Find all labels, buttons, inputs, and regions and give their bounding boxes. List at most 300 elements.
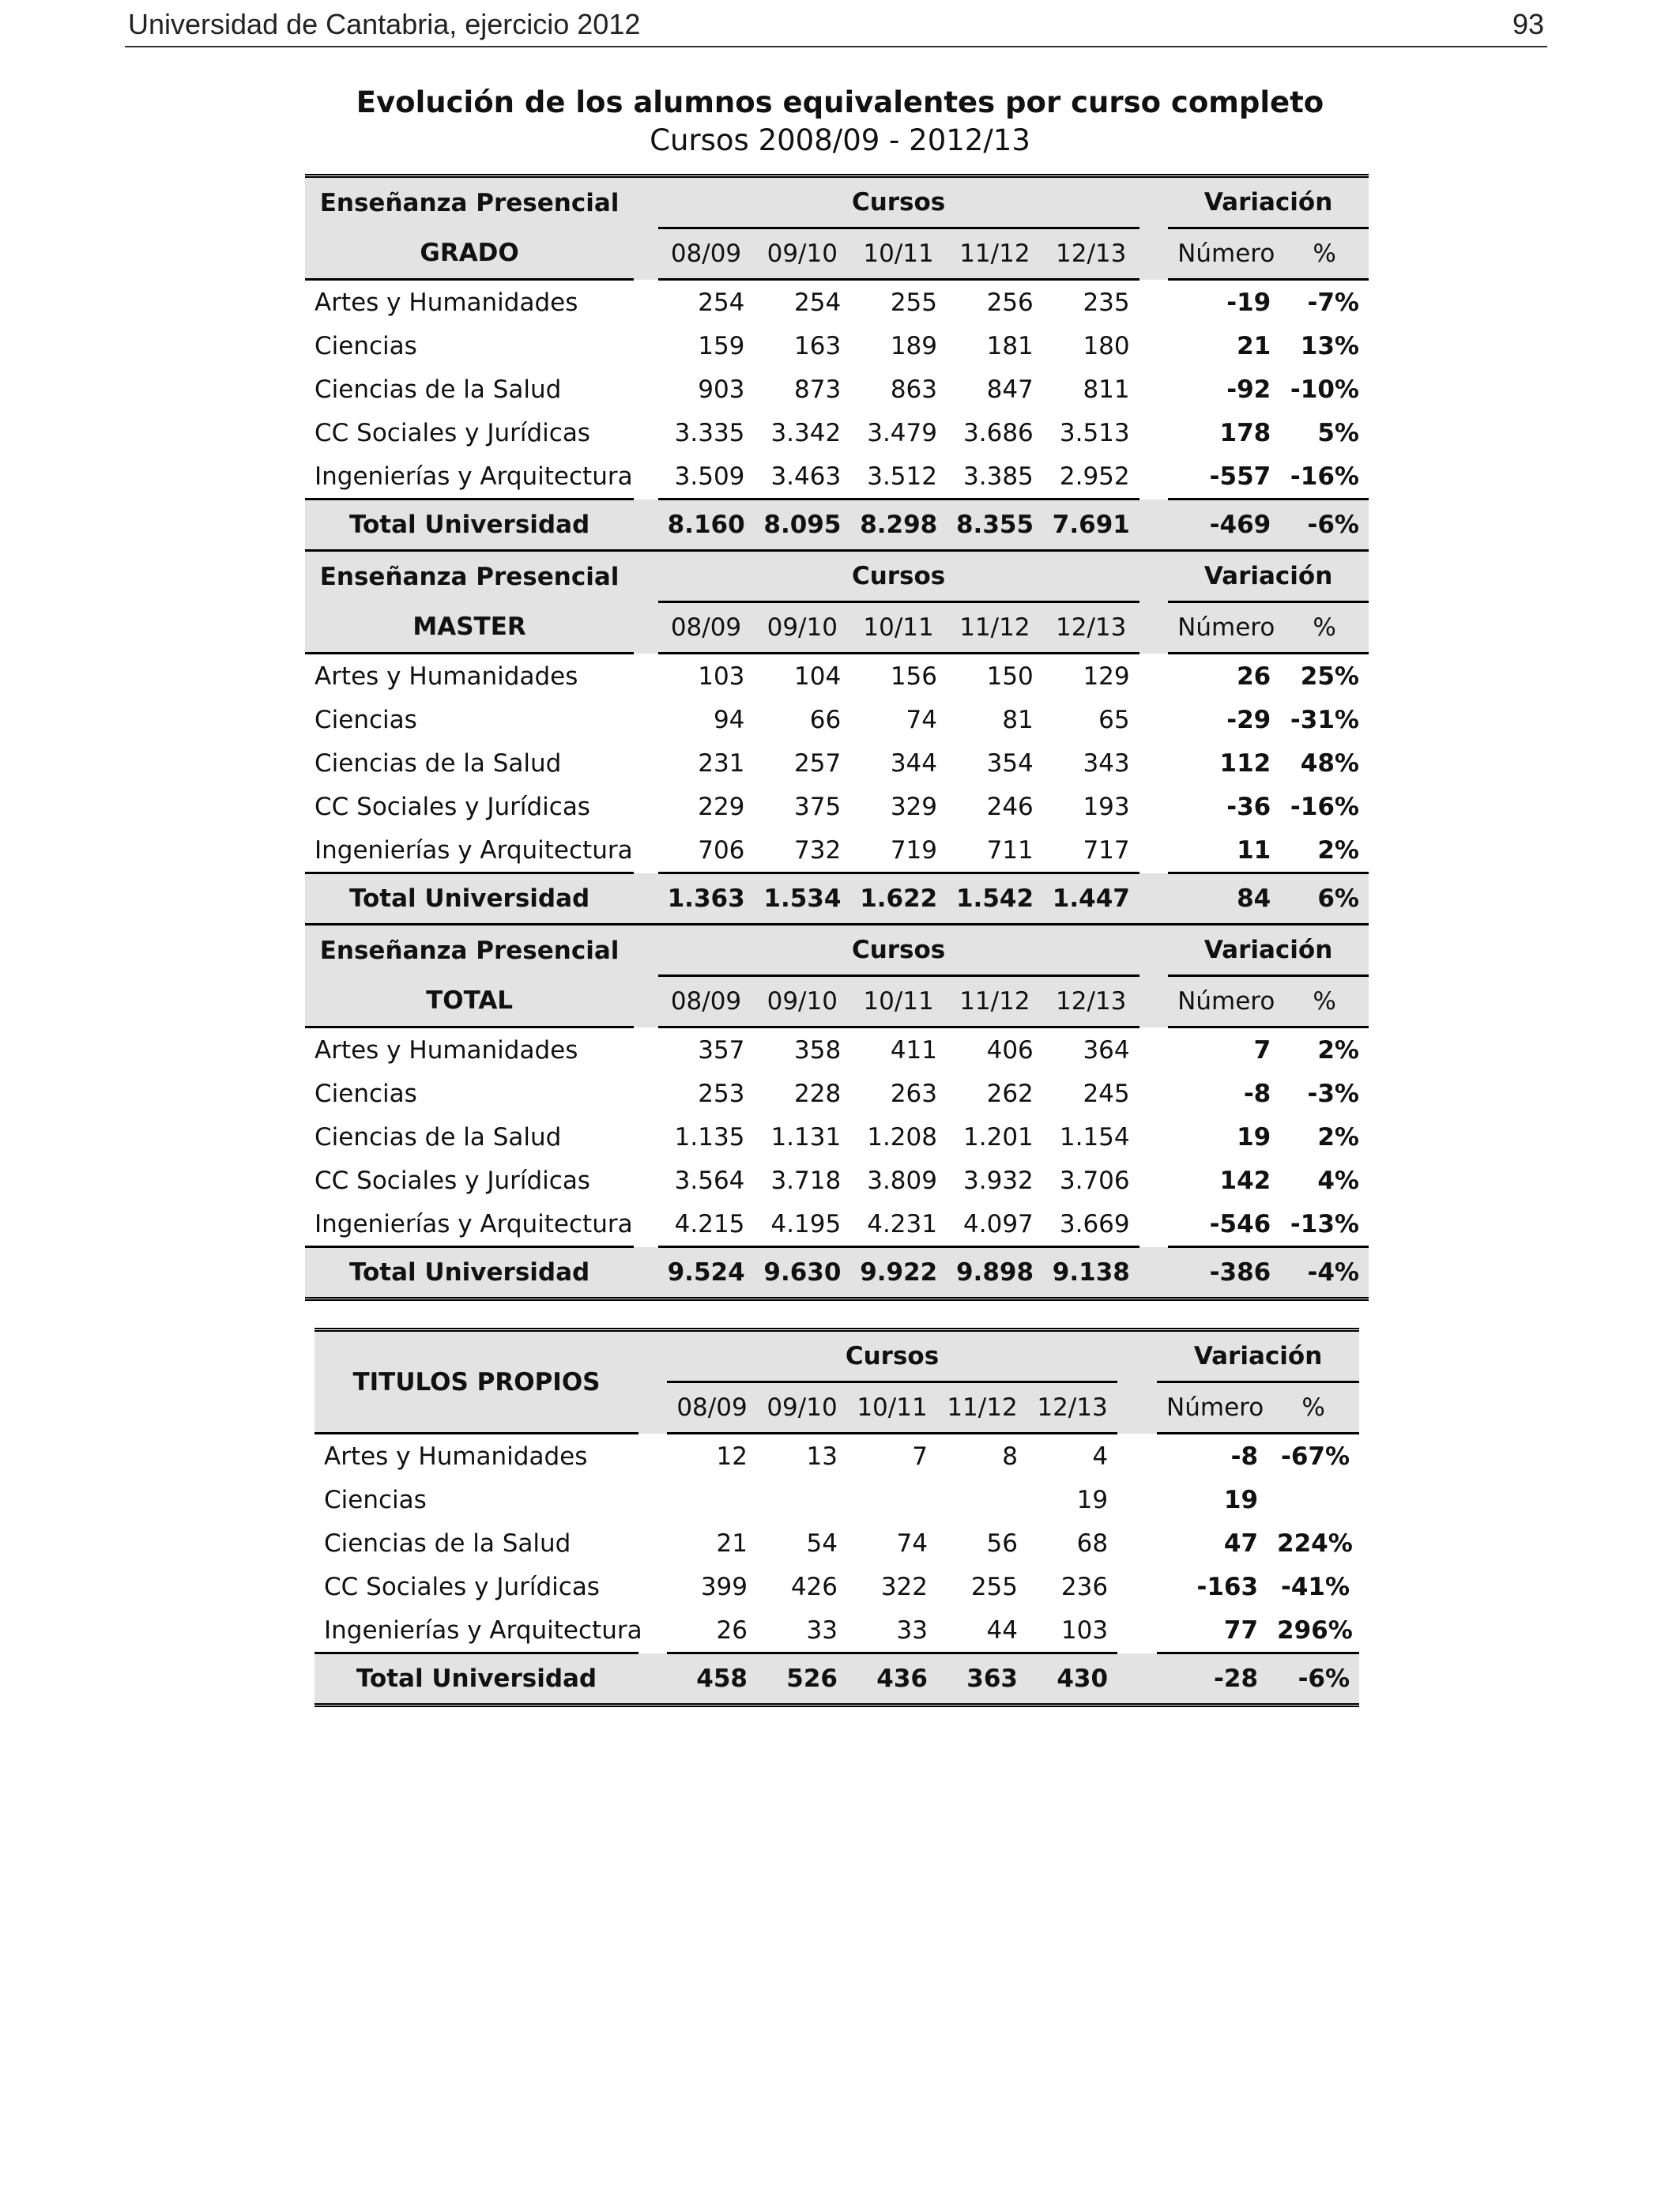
total-variation-pct: 6% <box>1280 873 1369 925</box>
header-cursos: Cursos <box>658 176 1139 228</box>
value-cell: 104 <box>794 662 842 691</box>
table-row <box>305 411 1369 454</box>
header-variacion: Variación <box>1157 1330 1359 1382</box>
variation-pct: -67% <box>1280 1442 1350 1471</box>
variation-number: -36 <box>1226 792 1271 821</box>
value-cell: 1.154 <box>1059 1122 1130 1152</box>
value-cell: 254 <box>794 288 842 317</box>
header-ensenanza: Enseñanza Presencial <box>305 551 634 602</box>
variation-number: 7 <box>1253 1035 1271 1065</box>
spacer <box>634 828 657 873</box>
value-cell: 159 <box>698 331 745 360</box>
value-cell: 343 <box>1083 748 1130 778</box>
value-cell: 33 <box>757 1608 847 1653</box>
header-variacion: Variación <box>1168 925 1369 976</box>
row-label: Artes y Humanidades <box>315 662 578 691</box>
value-cell: 257 <box>794 748 842 778</box>
header-row <box>305 228 1369 280</box>
total-value: 7.691 <box>1043 499 1139 551</box>
spacer <box>634 925 657 976</box>
total-variation-pct: -4% <box>1280 1247 1369 1299</box>
spacer <box>1117 1434 1157 1479</box>
header-row <box>305 602 1369 654</box>
header-year: 11/12 <box>937 1382 1027 1434</box>
table-row <box>315 1434 1359 1479</box>
table-row <box>305 741 1369 785</box>
spacer <box>634 1027 657 1072</box>
header-cursos: Cursos <box>658 551 1139 602</box>
value-cell: 193 <box>1083 792 1130 821</box>
spacer <box>1139 1115 1169 1159</box>
value-cell: 3.706 <box>1059 1166 1130 1195</box>
row-label: Ciencias <box>315 1079 417 1108</box>
value-cell: 74 <box>906 705 937 734</box>
header-row <box>305 976 1369 1027</box>
value-cell: 8 <box>1002 1442 1018 1471</box>
value-cell: 364 <box>1083 1035 1130 1065</box>
row-label: Ciencias de la Salud <box>315 748 562 778</box>
variation-number: -557 <box>1168 454 1280 499</box>
header-numero: Número <box>1168 228 1280 280</box>
spacer <box>638 1653 667 1706</box>
header-year: 09/10 <box>754 976 850 1027</box>
header-year: 10/11 <box>847 1382 937 1434</box>
spacer <box>634 873 657 925</box>
total-value: 8.298 <box>850 499 947 551</box>
value-cell: 3.385 <box>947 454 1043 499</box>
value-cell: 156 <box>890 662 937 691</box>
value-cell: 3.809 <box>867 1166 937 1195</box>
row-label: Ciencias de la Salud <box>324 1529 571 1558</box>
header-year: 08/09 <box>658 602 755 654</box>
variation-number: 11 <box>1168 828 1280 873</box>
spacer <box>1139 785 1169 828</box>
variation-pct: -10% <box>1290 375 1359 404</box>
page-header <box>125 6 1547 47</box>
value-cell: 246 <box>986 792 1034 821</box>
value-cell: 245 <box>1083 1079 1130 1108</box>
value-cell: 3.463 <box>754 454 850 499</box>
header-section-name: MASTER <box>305 602 634 654</box>
spacer <box>1139 411 1169 454</box>
value-cell: 129 <box>1083 662 1130 691</box>
value-cell: 236 <box>1060 1572 1109 1601</box>
value-cell: 19 <box>1076 1485 1109 1514</box>
spacer <box>634 280 657 325</box>
spacer <box>1139 1247 1169 1299</box>
variation-number: 142 <box>1219 1166 1271 1195</box>
value-cell: 262 <box>986 1079 1034 1108</box>
variation-pct: 2% <box>1280 828 1369 873</box>
table-row <box>305 454 1369 499</box>
total-row <box>315 1653 1359 1706</box>
header-year: 12/13 <box>1027 1382 1117 1434</box>
total-variation-number: 84 <box>1168 873 1280 925</box>
variation-number: 19 <box>1223 1485 1259 1514</box>
variation-pct: 13% <box>1300 331 1359 360</box>
header-year: 10/11 <box>850 602 947 654</box>
value-cell: 56 <box>986 1529 1018 1558</box>
variation-pct: 25% <box>1300 662 1359 691</box>
table-row <box>305 828 1369 873</box>
total-value: 8.095 <box>754 499 850 551</box>
value-cell: 181 <box>986 331 1034 360</box>
variation-number: -546 <box>1168 1202 1280 1247</box>
header-pct: % <box>1268 1382 1359 1434</box>
variation-pct: 2% <box>1317 1122 1359 1152</box>
spacer <box>1117 1521 1157 1565</box>
spacer <box>1139 454 1169 499</box>
variation-number: 26 <box>1237 662 1271 691</box>
spacer <box>638 1330 667 1382</box>
value-cell: 3.509 <box>658 454 755 499</box>
spacer <box>634 741 657 785</box>
total-label: Total Universidad <box>305 1247 634 1299</box>
spacer <box>634 698 657 741</box>
spacer <box>634 324 657 368</box>
header-pct: % <box>1280 228 1369 280</box>
value-cell: 322 <box>880 1572 928 1601</box>
table-row <box>305 1202 1369 1247</box>
row-label: CC Sociales y Jurídicas <box>315 1166 590 1195</box>
value-cell: 3.718 <box>770 1166 842 1195</box>
table-row <box>305 1115 1369 1159</box>
header-year: 11/12 <box>947 228 1043 280</box>
titulos-propios-table <box>315 1328 1359 1707</box>
spacer <box>1117 1478 1157 1521</box>
row-label: Ciencias <box>324 1485 427 1514</box>
table-row <box>315 1521 1359 1565</box>
value-cell: 4.231 <box>850 1202 947 1247</box>
header-ensenanza: Enseñanza Presencial <box>305 925 634 976</box>
total-value: 1.542 <box>947 873 1043 925</box>
row-label: CC Sociales y Jurídicas <box>315 418 590 447</box>
row-label: Ciencias <box>315 331 417 360</box>
value-cell: 1.135 <box>674 1122 745 1152</box>
total-value: 8.355 <box>947 499 1043 551</box>
value-cell: 3.335 <box>674 418 745 447</box>
spacer <box>1139 324 1169 368</box>
header-numero: Número <box>1168 602 1280 654</box>
spacer <box>1139 976 1169 1027</box>
value-cell: 1.208 <box>867 1122 937 1152</box>
header-variacion: Variación <box>1168 176 1369 228</box>
value-cell: 706 <box>658 828 755 873</box>
spacer <box>1139 499 1169 551</box>
value-cell: 65 <box>1098 705 1130 734</box>
variation-pct: -16% <box>1290 792 1359 821</box>
header-year: 12/13 <box>1043 976 1139 1027</box>
row-label: Artes y Humanidades <box>324 1442 588 1471</box>
value-cell: 26 <box>667 1608 757 1653</box>
value-cell: 426 <box>790 1572 838 1601</box>
variation-pct: -7% <box>1307 288 1359 317</box>
spacer <box>1139 176 1169 228</box>
row-label: Ciencias de la Salud <box>315 375 562 404</box>
header-year: 11/12 <box>947 976 1043 1027</box>
value-cell: 732 <box>754 828 850 873</box>
variation-number: 47 <box>1223 1529 1259 1558</box>
header-year: 10/11 <box>850 228 947 280</box>
variation-number: 19 <box>1237 1122 1271 1152</box>
spacer <box>1117 1382 1157 1434</box>
value-cell: 1.131 <box>770 1122 842 1152</box>
value-cell: 180 <box>1083 331 1130 360</box>
table-row <box>315 1608 1359 1653</box>
variation-pct: 2% <box>1317 1035 1359 1065</box>
header-numero: Número <box>1157 1382 1268 1434</box>
value-cell: 719 <box>850 828 947 873</box>
value-cell: 256 <box>986 288 1034 317</box>
total-variation-pct: -6% <box>1268 1653 1359 1706</box>
table-row <box>305 324 1369 368</box>
table-row <box>305 280 1369 325</box>
value-cell: 903 <box>698 375 745 404</box>
spacer <box>634 1247 657 1299</box>
total-variation-number: -386 <box>1168 1247 1280 1299</box>
value-cell: 4.195 <box>754 1202 850 1247</box>
header-row <box>305 925 1369 976</box>
spacer <box>638 1608 667 1653</box>
variation-pct <box>1268 1478 1359 1521</box>
value-cell: 3.342 <box>770 418 842 447</box>
total-value: 1.447 <box>1043 873 1139 925</box>
value-cell: 4.215 <box>658 1202 755 1247</box>
spacer <box>1139 280 1169 325</box>
value-cell: 358 <box>794 1035 842 1065</box>
total-value: 1.363 <box>658 873 755 925</box>
header-year: 08/09 <box>658 228 755 280</box>
spacer <box>634 1072 657 1115</box>
table-row <box>315 1565 1359 1608</box>
variation-number: 77 <box>1157 1608 1268 1653</box>
total-label: Total Universidad <box>315 1653 638 1706</box>
header-year: 10/11 <box>850 976 947 1027</box>
header-year: 08/09 <box>667 1382 757 1434</box>
value-cell: 847 <box>986 375 1034 404</box>
total-value: 526 <box>757 1653 847 1706</box>
total-row <box>305 1247 1369 1299</box>
total-value: 9.898 <box>947 1247 1043 1299</box>
spacer <box>638 1521 667 1565</box>
value-cell: 54 <box>806 1529 838 1558</box>
spacer <box>1139 741 1169 785</box>
variation-pct: -41% <box>1280 1572 1350 1601</box>
value-cell: 3.564 <box>674 1166 745 1195</box>
row-label: Ingenierías y Arquitectura <box>305 1202 634 1247</box>
spacer <box>1139 698 1169 741</box>
value-cell: 189 <box>890 331 937 360</box>
header-title: Universidad de Cantabria, ejercicio 2012 <box>128 8 641 40</box>
header-year: 12/13 <box>1043 228 1139 280</box>
header-year: 09/10 <box>754 228 850 280</box>
value-cell: 4.097 <box>947 1202 1043 1247</box>
row-label: Ciencias de la Salud <box>315 1122 562 1152</box>
spacer <box>634 1115 657 1159</box>
value-cell: 711 <box>947 828 1043 873</box>
spacer <box>1139 925 1169 976</box>
row-label: Ingenierías y Arquitectura <box>305 828 634 873</box>
value-cell: 44 <box>937 1608 1027 1653</box>
value-cell: 3.512 <box>850 454 947 499</box>
header-pct: % <box>1280 602 1369 654</box>
spacer <box>1139 228 1169 280</box>
variation-pct: 296% <box>1268 1608 1359 1653</box>
header-section-name: TITULOS PROPIOS <box>315 1330 638 1434</box>
value-cell: 228 <box>794 1079 842 1108</box>
header-year: 11/12 <box>947 602 1043 654</box>
value-cell: 1.201 <box>963 1122 1034 1152</box>
header-row <box>305 176 1369 228</box>
value-cell: 66 <box>809 705 842 734</box>
header-row <box>305 551 1369 602</box>
value-cell: 411 <box>890 1035 937 1065</box>
spacer <box>1139 1202 1169 1247</box>
total-value: 436 <box>847 1653 937 1706</box>
total-value: 9.524 <box>658 1247 755 1299</box>
value-cell: 863 <box>890 375 937 404</box>
value-cell: 357 <box>698 1035 745 1065</box>
variation-pct: -3% <box>1307 1079 1359 1108</box>
spacer <box>638 1565 667 1608</box>
document-subtitle: Cursos 2008/09 - 2012/13 <box>650 123 1030 157</box>
table-row <box>305 368 1369 411</box>
total-value: 9.630 <box>754 1247 850 1299</box>
total-variation-number: -28 <box>1157 1653 1268 1706</box>
variation-number: -29 <box>1226 705 1271 734</box>
variation-pct: -31% <box>1290 705 1359 734</box>
total-value: 363 <box>937 1653 1027 1706</box>
value-cell: 406 <box>986 1035 1034 1065</box>
total-value: 8.160 <box>658 499 755 551</box>
total-value: 9.922 <box>850 1247 947 1299</box>
variation-number: 112 <box>1219 748 1271 778</box>
header-section-name: GRADO <box>305 228 634 280</box>
table-row <box>305 785 1369 828</box>
spacer <box>1139 602 1169 654</box>
document-title: Evolución de los alumnos equivalentes por curso completo <box>356 85 1324 119</box>
spacer <box>1139 1027 1169 1072</box>
value-cell: 255 <box>970 1572 1018 1601</box>
value-cell: 354 <box>986 748 1034 778</box>
value-cell: 103 <box>698 662 745 691</box>
value-cell: 2.952 <box>1043 454 1139 499</box>
table-row <box>305 1027 1369 1072</box>
variation-pct: -13% <box>1280 1202 1369 1247</box>
header-year: 08/09 <box>658 976 755 1027</box>
value-cell: 81 <box>1002 705 1034 734</box>
value-cell: 33 <box>847 1608 937 1653</box>
header-ensenanza: Enseñanza Presencial <box>305 176 634 228</box>
table-row <box>305 698 1369 741</box>
table-row <box>305 1159 1369 1202</box>
spacer <box>1139 551 1169 602</box>
row-label: Artes y Humanidades <box>315 288 578 317</box>
row-label: Ingenierías y Arquitectura <box>305 454 634 499</box>
row-label: CC Sociales y Jurídicas <box>324 1572 600 1601</box>
value-cell: 12 <box>716 1442 748 1471</box>
value-cell: 3.686 <box>963 418 1034 447</box>
header-cursos: Cursos <box>667 1330 1117 1382</box>
total-value: 458 <box>667 1653 757 1706</box>
spacer <box>634 1202 657 1247</box>
spacer <box>634 454 657 499</box>
enrollment-table <box>305 174 1369 1301</box>
variation-number: 178 <box>1219 418 1271 447</box>
variation-pct: 48% <box>1300 748 1359 778</box>
value-cell: 231 <box>698 748 745 778</box>
spacer <box>1117 1608 1157 1653</box>
spacer <box>634 368 657 411</box>
header-year: 09/10 <box>754 602 850 654</box>
value-cell: 103 <box>1027 1608 1117 1653</box>
spacer <box>1139 654 1169 699</box>
value-cell: 263 <box>890 1079 937 1108</box>
total-row <box>305 499 1369 551</box>
variation-number: 21 <box>1237 331 1271 360</box>
value-cell <box>667 1478 757 1521</box>
value-cell: 375 <box>794 792 842 821</box>
value-cell: 254 <box>698 288 745 317</box>
spacer <box>638 1434 667 1479</box>
value-cell: 7 <box>912 1442 928 1471</box>
table-row <box>305 654 1369 699</box>
value-cell: 74 <box>896 1529 928 1558</box>
value-cell: 3.932 <box>963 1166 1034 1195</box>
header-year: 12/13 <box>1043 602 1139 654</box>
table-row <box>315 1478 1359 1521</box>
spacer <box>634 411 657 454</box>
variation-pct: 5% <box>1317 418 1359 447</box>
spacer <box>634 551 657 602</box>
value-cell: 21 <box>716 1529 748 1558</box>
header-year: 09/10 <box>757 1382 847 1434</box>
page-number: 93 <box>1512 8 1544 40</box>
total-variation-pct: -6% <box>1280 499 1369 551</box>
spacer <box>1139 368 1169 411</box>
total-value: 9.138 <box>1043 1247 1139 1299</box>
spacer <box>638 1478 667 1521</box>
spacer <box>634 602 657 654</box>
value-cell <box>847 1478 937 1521</box>
total-label: Total Universidad <box>305 873 634 925</box>
value-cell: 717 <box>1043 828 1139 873</box>
value-cell: 255 <box>890 288 937 317</box>
header-variacion: Variación <box>1168 551 1369 602</box>
value-cell: 3.513 <box>1059 418 1130 447</box>
spacer <box>634 499 657 551</box>
value-cell: 873 <box>794 375 842 404</box>
row-label: Ingenierías y Arquitectura <box>315 1608 638 1653</box>
value-cell: 94 <box>713 705 745 734</box>
value-cell: 68 <box>1076 1529 1109 1558</box>
total-value: 430 <box>1027 1653 1117 1706</box>
spacer <box>634 1159 657 1202</box>
variation-pct: 4% <box>1317 1166 1359 1195</box>
total-row <box>305 873 1369 925</box>
header-pct: % <box>1280 976 1369 1027</box>
total-variation-number: -469 <box>1168 499 1280 551</box>
value-cell: 329 <box>890 792 937 821</box>
variation-number: -8 <box>1230 1442 1259 1471</box>
table-row <box>305 1072 1369 1115</box>
spacer <box>634 785 657 828</box>
spacer <box>1117 1330 1157 1382</box>
spacer <box>1139 828 1169 873</box>
variation-number: -19 <box>1226 288 1271 317</box>
value-cell: 4 <box>1092 1442 1109 1471</box>
spacer <box>634 176 657 228</box>
